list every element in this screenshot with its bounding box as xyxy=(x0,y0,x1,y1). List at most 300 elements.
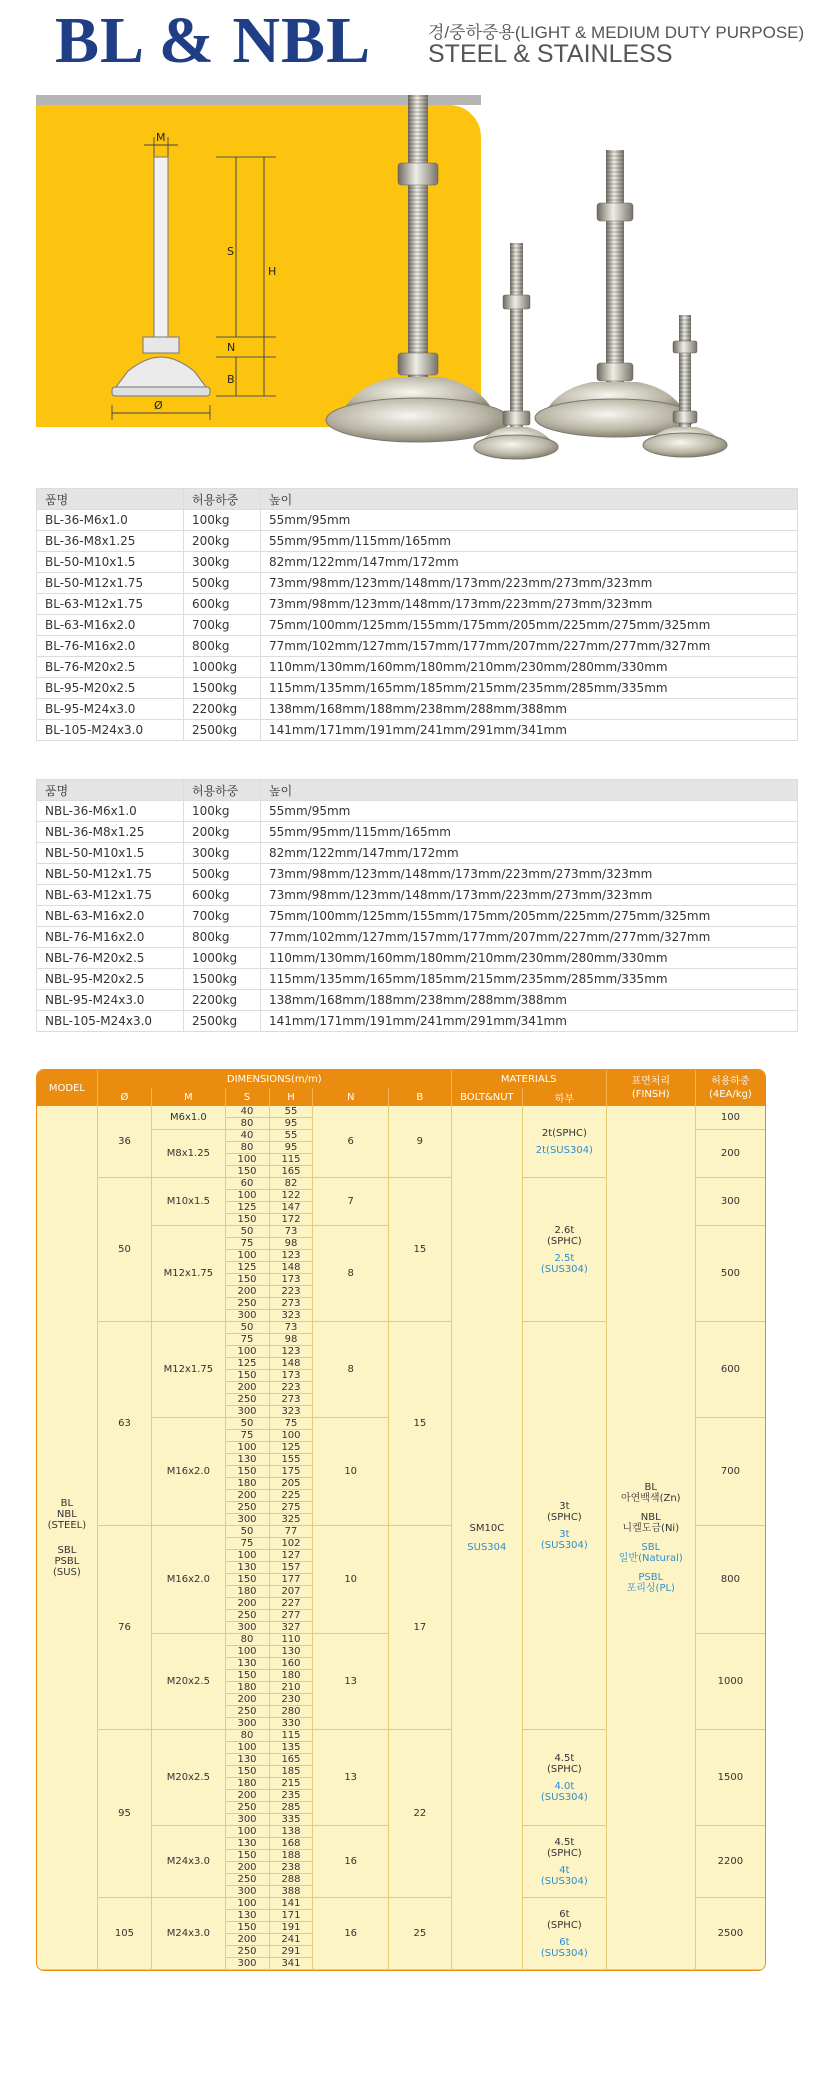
dimension-diagram xyxy=(112,137,276,420)
cell-s: 40 xyxy=(226,1106,270,1118)
n-cell: 16 xyxy=(313,1898,388,1970)
cell-h: 110 xyxy=(270,1634,314,1646)
cell-h: 55 xyxy=(270,1106,314,1118)
cell-h: 165 xyxy=(270,1754,314,1766)
col-header-model: MODEL xyxy=(37,1070,98,1106)
cell-product-name: BL-76-M16x2.0 xyxy=(37,636,184,657)
bl-spec-table xyxy=(36,488,798,741)
col-header-materials: MATERIALS xyxy=(452,1070,607,1088)
cell-s: 50 xyxy=(226,1226,270,1238)
cell-product-name: NBL-36-M6x1.0 xyxy=(37,801,184,822)
cell-product-name: NBL-50-M10x1.5 xyxy=(37,843,184,864)
base-material-cell xyxy=(523,1730,607,1826)
col-header-load: 허용하중 xyxy=(184,780,261,801)
cell-h: 330 xyxy=(270,1718,314,1730)
n-cell: 7 xyxy=(313,1178,388,1226)
cell-s: 100 xyxy=(226,1190,270,1202)
cell-product-name: NBL-105-M24x3.0 xyxy=(37,1011,184,1032)
cell-h: 277 xyxy=(270,1610,314,1622)
table-row xyxy=(37,699,798,720)
cell-s: 200 xyxy=(226,1934,270,1946)
load-cell: 700 xyxy=(696,1418,765,1526)
cell-h: 210 xyxy=(270,1682,314,1694)
cell-heights: 77mm/102mm/127mm/157mm/177mm/207mm/227mm/277mm/327mm xyxy=(261,636,798,657)
cell-heights: 73mm/98mm/123mm/148mm/173mm/223mm/273mm/323mm xyxy=(261,885,798,906)
col-header-name: 품명 xyxy=(37,780,184,801)
cell-h: 273 xyxy=(270,1298,314,1310)
cell-s: 100 xyxy=(226,1826,270,1838)
n-cell: 10 xyxy=(313,1526,388,1634)
cell-allowable-load: 300kg xyxy=(184,843,261,864)
cell-s: 50 xyxy=(226,1418,270,1430)
diameter-cell: 105 xyxy=(98,1898,152,1970)
cell-s: 75 xyxy=(226,1430,270,1442)
cell-s: 125 xyxy=(226,1358,270,1370)
b-cell: 9 xyxy=(389,1106,452,1178)
table-row xyxy=(37,573,798,594)
cell-product-name: BL-36-M6x1.0 xyxy=(37,510,184,531)
cell-product-name: BL-50-M10x1.5 xyxy=(37,552,184,573)
cell-heights: 141mm/171mm/191mm/241mm/291mm/341mm xyxy=(261,720,798,741)
cell-s: 300 xyxy=(226,1406,270,1418)
table-row xyxy=(37,948,798,969)
cell-s: 150 xyxy=(226,1574,270,1586)
table-row xyxy=(37,1011,798,1032)
load-cell: 500 xyxy=(696,1226,765,1322)
table-row xyxy=(37,657,798,678)
cell-s: 250 xyxy=(226,1802,270,1814)
cell-h: 215 xyxy=(270,1778,314,1790)
cell-h: 273 xyxy=(270,1394,314,1406)
cell-s: 300 xyxy=(226,1622,270,1634)
base-material-cell xyxy=(523,1898,607,1970)
cell-s: 150 xyxy=(226,1274,270,1286)
table-row xyxy=(37,969,798,990)
table-row xyxy=(37,801,798,822)
col-header-s: S xyxy=(226,1088,270,1106)
cell-allowable-load: 500kg xyxy=(184,864,261,885)
cell-s: 200 xyxy=(226,1286,270,1298)
cell-s: 80 xyxy=(226,1730,270,1742)
cell-h: 122 xyxy=(270,1190,314,1202)
load-cell: 2500 xyxy=(696,1898,765,1970)
table-row xyxy=(37,720,798,741)
cell-allowable-load: 200kg xyxy=(184,531,261,552)
n-cell: 13 xyxy=(313,1634,388,1730)
material-sus: 2.5t (SUS304) xyxy=(540,1252,588,1275)
cell-s: 130 xyxy=(226,1754,270,1766)
cell-s: 50 xyxy=(226,1322,270,1334)
cell-s: 75 xyxy=(226,1538,270,1550)
load-cell: 600 xyxy=(696,1322,765,1418)
cell-allowable-load: 1000kg xyxy=(184,948,261,969)
cell-s: 100 xyxy=(226,1442,270,1454)
cell-h: 130 xyxy=(270,1646,314,1658)
product-illustration xyxy=(36,95,801,465)
col-header-base: 하부 xyxy=(523,1088,607,1106)
cell-h: 115 xyxy=(270,1154,314,1166)
dim-label-s: S xyxy=(227,245,234,258)
cell-s: 150 xyxy=(226,1466,270,1478)
cell-h: 141 xyxy=(270,1898,314,1910)
cell-h: 238 xyxy=(270,1862,314,1874)
cell-s: 250 xyxy=(226,1610,270,1622)
table-row xyxy=(37,906,798,927)
cell-heights: 55mm/95mm xyxy=(261,510,798,531)
thread-cell: M20x2.5 xyxy=(152,1634,225,1730)
n-cell: 8 xyxy=(313,1322,388,1418)
cell-h: 280 xyxy=(270,1706,314,1718)
cell-s: 100 xyxy=(226,1154,270,1166)
n-cell: 8 xyxy=(313,1226,388,1322)
cell-allowable-load: 500kg xyxy=(184,573,261,594)
cell-heights: 73mm/98mm/123mm/148mm/173mm/223mm/273mm/323mm xyxy=(261,864,798,885)
cell-s: 130 xyxy=(226,1562,270,1574)
cell-s: 150 xyxy=(226,1670,270,1682)
n-cell: 13 xyxy=(313,1730,388,1826)
nbl-spec-table xyxy=(36,779,798,1032)
cell-heights: 73mm/98mm/123mm/148mm/173mm/223mm/273mm/323mm xyxy=(261,594,798,615)
col-header-load: 허용하중 (4EA/kg) xyxy=(696,1070,765,1106)
cell-s: 150 xyxy=(226,1214,270,1226)
cell-s: 40 xyxy=(226,1130,270,1142)
cell-allowable-load: 700kg xyxy=(184,615,261,636)
cell-heights: 55mm/95mm/115mm/165mm xyxy=(261,822,798,843)
cell-s: 100 xyxy=(226,1898,270,1910)
cell-product-name: BL-95-M24x3.0 xyxy=(37,699,184,720)
cell-allowable-load: 300kg xyxy=(184,552,261,573)
material-sus: 2t(SUS304) xyxy=(535,1144,593,1156)
material-steel: 4.5t (SPHC) xyxy=(547,1752,582,1775)
cell-s: 300 xyxy=(226,1514,270,1526)
material-steel: 2.6t (SPHC) xyxy=(547,1224,582,1247)
cell-h: 123 xyxy=(270,1346,314,1358)
cell-h: 223 xyxy=(270,1382,314,1394)
col-header-load: 허용하중 xyxy=(184,489,261,510)
table-row xyxy=(37,552,798,573)
table-row xyxy=(37,531,798,552)
cell-h: 180 xyxy=(270,1670,314,1682)
cell-heights: 141mm/171mm/191mm/241mm/291mm/341mm xyxy=(261,1011,798,1032)
base-material-cell xyxy=(523,1106,607,1178)
table-row xyxy=(37,822,798,843)
cell-s: 60 xyxy=(226,1178,270,1190)
table-header-row xyxy=(37,489,798,510)
cell-product-name: BL-63-M12x1.75 xyxy=(37,594,184,615)
cell-h: 323 xyxy=(270,1310,314,1322)
finish-nbl-label: NBL 니켈도금(Ni) xyxy=(622,1511,680,1534)
cell-product-name: BL-36-M8x1.25 xyxy=(37,531,184,552)
cell-h: 98 xyxy=(270,1334,314,1346)
cell-heights: 73mm/98mm/123mm/148mm/173mm/223mm/273mm/323mm xyxy=(261,573,798,594)
diameter-cell: 76 xyxy=(98,1526,152,1730)
cell-heights: 75mm/100mm/125mm/155mm/175mm/205mm/225mm/275mm/325mm xyxy=(261,615,798,636)
table-row xyxy=(37,843,798,864)
cell-h: 323 xyxy=(270,1406,314,1418)
cell-allowable-load: 2200kg xyxy=(184,699,261,720)
thread-cell: M24x3.0 xyxy=(152,1826,225,1898)
col-header-n: N xyxy=(313,1088,388,1106)
cell-s: 130 xyxy=(226,1910,270,1922)
cell-s: 200 xyxy=(226,1862,270,1874)
thread-cell: M12x1.75 xyxy=(152,1226,225,1322)
col-header-finish: 표면처리 (FINSH) xyxy=(607,1070,696,1106)
table-row xyxy=(37,864,798,885)
cell-s: 150 xyxy=(226,1766,270,1778)
cell-product-name: NBL-76-M16x2.0 xyxy=(37,927,184,948)
cell-h: 138 xyxy=(270,1826,314,1838)
cell-h: 241 xyxy=(270,1934,314,1946)
cell-s: 250 xyxy=(226,1874,270,1886)
subtitle-material: STEEL & STAINLESS xyxy=(428,40,673,68)
col-header-b: B xyxy=(389,1088,452,1106)
subtitle-purpose: 경/중하중용(LIGHT & MEDIUM DUTY PURPOSE) xyxy=(428,23,805,42)
cell-allowable-load: 600kg xyxy=(184,594,261,615)
cell-h: 100 xyxy=(270,1430,314,1442)
cell-h: 341 xyxy=(270,1958,314,1970)
cell-h: 125 xyxy=(270,1442,314,1454)
cell-h: 230 xyxy=(270,1694,314,1706)
thread-cell: M20x2.5 xyxy=(152,1730,225,1826)
cell-s: 200 xyxy=(226,1490,270,1502)
cell-s: 130 xyxy=(226,1838,270,1850)
cell-h: 207 xyxy=(270,1586,314,1598)
thread-cell: M12x1.75 xyxy=(152,1322,225,1418)
diameter-cell: 50 xyxy=(98,1178,152,1322)
cell-s: 300 xyxy=(226,1886,270,1898)
cell-h: 177 xyxy=(270,1574,314,1586)
cell-h: 291 xyxy=(270,1946,314,1958)
cell-s: 180 xyxy=(226,1778,270,1790)
page-title: BL & NBL xyxy=(55,4,372,77)
table-header-row xyxy=(37,1070,765,1088)
cell-h: 95 xyxy=(270,1118,314,1130)
cell-h: 75 xyxy=(270,1418,314,1430)
cell-s: 250 xyxy=(226,1298,270,1310)
cell-allowable-load: 600kg xyxy=(184,885,261,906)
dimensions-table xyxy=(36,1069,766,1971)
cell-h: 168 xyxy=(270,1838,314,1850)
load-cell: 300 xyxy=(696,1178,765,1226)
thread-cell: M6x1.0 xyxy=(152,1106,225,1130)
table-row xyxy=(37,1106,765,1118)
material-sus: 4t (SUS304) xyxy=(540,1864,588,1887)
cell-product-name: BL-105-M24x3.0 xyxy=(37,720,184,741)
cell-product-name: NBL-63-M12x1.75 xyxy=(37,885,184,906)
cell-product-name: NBL-50-M12x1.75 xyxy=(37,864,184,885)
cell-s: 200 xyxy=(226,1382,270,1394)
cell-s: 125 xyxy=(226,1262,270,1274)
bolt-sus-label: SUS304 xyxy=(467,1541,507,1553)
cell-product-name: NBL-63-M16x2.0 xyxy=(37,906,184,927)
material-steel: 3t (SPHC) xyxy=(547,1500,582,1523)
base-material-cell xyxy=(523,1322,607,1730)
cell-h: 205 xyxy=(270,1478,314,1490)
cell-h: 173 xyxy=(270,1274,314,1286)
cell-s: 100 xyxy=(226,1346,270,1358)
cell-h: 173 xyxy=(270,1370,314,1382)
col-header-height: 높이 xyxy=(261,780,798,801)
col-header-name: 품명 xyxy=(37,489,184,510)
cell-allowable-load: 2500kg xyxy=(184,1011,261,1032)
dim-label-h: H xyxy=(268,265,277,278)
table-row xyxy=(37,615,798,636)
material-sus: 3t (SUS304) xyxy=(540,1528,588,1551)
material-steel: 6t (SPHC) xyxy=(547,1908,582,1931)
load-cell: 1500 xyxy=(696,1730,765,1826)
cell-s: 130 xyxy=(226,1454,270,1466)
n-cell: 16 xyxy=(313,1826,388,1898)
cell-heights: 110mm/130mm/160mm/180mm/210mm/230mm/280mm/330mm xyxy=(261,948,798,969)
b-cell: 15 xyxy=(389,1322,452,1526)
cell-allowable-load: 700kg xyxy=(184,906,261,927)
cell-s: 180 xyxy=(226,1478,270,1490)
load-cell: 100 xyxy=(696,1106,765,1130)
cell-s: 200 xyxy=(226,1598,270,1610)
material-steel: 4.5t (SPHC) xyxy=(547,1836,582,1859)
cell-s: 130 xyxy=(226,1658,270,1670)
diameter-cell: 63 xyxy=(98,1322,152,1526)
leveling-foot-small-right xyxy=(643,315,727,457)
cell-s: 250 xyxy=(226,1706,270,1718)
cell-heights: 115mm/135mm/165mm/185mm/215mm/235mm/285mm/335mm xyxy=(261,969,798,990)
cell-allowable-load: 100kg xyxy=(184,801,261,822)
cell-h: 275 xyxy=(270,1502,314,1514)
finish-cell xyxy=(607,1106,696,1970)
table-row xyxy=(37,594,798,615)
cell-h: 115 xyxy=(270,1730,314,1742)
cell-h: 123 xyxy=(270,1250,314,1262)
cell-h: 175 xyxy=(270,1466,314,1478)
load-cell: 200 xyxy=(696,1130,765,1178)
cell-allowable-load: 2200kg xyxy=(184,990,261,1011)
cell-s: 80 xyxy=(226,1142,270,1154)
cell-allowable-load: 200kg xyxy=(184,822,261,843)
cell-heights: 115mm/135mm/165mm/185mm/215mm/235mm/285mm/335mm xyxy=(261,678,798,699)
thread-cell: M16x2.0 xyxy=(152,1418,225,1526)
dim-label-m: M xyxy=(156,131,166,144)
diameter-cell: 95 xyxy=(98,1730,152,1898)
col-header-diameter: Ø xyxy=(98,1088,152,1106)
cell-s: 180 xyxy=(226,1682,270,1694)
table-row xyxy=(37,927,798,948)
cell-s: 250 xyxy=(226,1394,270,1406)
cell-s: 200 xyxy=(226,1790,270,1802)
cell-h: 185 xyxy=(270,1766,314,1778)
cell-h: 165 xyxy=(270,1166,314,1178)
cell-h: 235 xyxy=(270,1790,314,1802)
cell-allowable-load: 100kg xyxy=(184,510,261,531)
cell-s: 75 xyxy=(226,1334,270,1346)
cell-h: 127 xyxy=(270,1550,314,1562)
cell-allowable-load: 1500kg xyxy=(184,969,261,990)
cell-allowable-load: 1000kg xyxy=(184,657,261,678)
product-hero xyxy=(36,95,801,465)
cell-h: 172 xyxy=(270,1214,314,1226)
diameter-cell: 36 xyxy=(98,1106,152,1178)
cell-product-name: NBL-95-M24x3.0 xyxy=(37,990,184,1011)
cell-h: 160 xyxy=(270,1658,314,1670)
cell-s: 180 xyxy=(226,1586,270,1598)
cell-h: 191 xyxy=(270,1922,314,1934)
cell-h: 155 xyxy=(270,1454,314,1466)
leveling-foot-medium-right xyxy=(535,150,695,437)
cell-h: 325 xyxy=(270,1514,314,1526)
cell-h: 225 xyxy=(270,1490,314,1502)
table-row xyxy=(37,990,798,1011)
cell-h: 288 xyxy=(270,1874,314,1886)
thread-cell: M16x2.0 xyxy=(152,1526,225,1634)
leveling-foot-large xyxy=(326,95,510,442)
cell-s: 100 xyxy=(226,1250,270,1262)
cell-s: 50 xyxy=(226,1526,270,1538)
material-sus: 4.0t (SUS304) xyxy=(540,1780,588,1803)
thread-cell: M24x3.0 xyxy=(152,1898,225,1970)
cell-product-name: NBL-76-M20x2.5 xyxy=(37,948,184,969)
cell-h: 285 xyxy=(270,1802,314,1814)
cell-heights: 82mm/122mm/147mm/172mm xyxy=(261,552,798,573)
load-cell: 2200 xyxy=(696,1826,765,1898)
cell-heights: 82mm/122mm/147mm/172mm xyxy=(261,843,798,864)
cell-s: 250 xyxy=(226,1946,270,1958)
model-sus-label: SBL PSBL (SUS) xyxy=(52,1544,81,1578)
cell-allowable-load: 1500kg xyxy=(184,678,261,699)
finish-sbl-label: SBL 일반(Natural) xyxy=(618,1541,683,1564)
cell-s: 80 xyxy=(226,1118,270,1130)
material-sus: 6t (SUS304) xyxy=(540,1936,588,1959)
cell-h: 55 xyxy=(270,1130,314,1142)
cell-h: 135 xyxy=(270,1742,314,1754)
cell-h: 171 xyxy=(270,1910,314,1922)
table-header-row xyxy=(37,780,798,801)
bolt-steel-label: SM10C xyxy=(469,1522,505,1534)
thread-cell: M8x1.25 xyxy=(152,1130,225,1178)
cell-s: 250 xyxy=(226,1502,270,1514)
n-cell: 10 xyxy=(313,1418,388,1526)
bolt-nut-cell xyxy=(452,1106,523,1970)
cell-heights: 55mm/95mm/115mm/165mm xyxy=(261,531,798,552)
cell-h: 73 xyxy=(270,1226,314,1238)
cell-h: 223 xyxy=(270,1286,314,1298)
material-steel: 2t(SPHC) xyxy=(541,1127,587,1139)
cell-h: 388 xyxy=(270,1886,314,1898)
cell-h: 95 xyxy=(270,1142,314,1154)
model-steel-label: BL NBL (STEEL) xyxy=(47,1497,87,1531)
cell-h: 227 xyxy=(270,1598,314,1610)
load-cell: 800 xyxy=(696,1526,765,1634)
cell-s: 150 xyxy=(226,1166,270,1178)
cell-heights: 138mm/168mm/188mm/238mm/288mm/388mm xyxy=(261,990,798,1011)
cell-allowable-load: 800kg xyxy=(184,636,261,657)
dim-label-b: B xyxy=(227,373,235,386)
b-cell: 25 xyxy=(389,1898,452,1970)
dim-label-diameter: Ø xyxy=(154,399,163,412)
cell-h: 148 xyxy=(270,1358,314,1370)
cell-allowable-load: 2500kg xyxy=(184,720,261,741)
base-material-cell xyxy=(523,1178,607,1322)
cell-s: 100 xyxy=(226,1742,270,1754)
cell-h: 98 xyxy=(270,1238,314,1250)
load-cell: 1000 xyxy=(696,1634,765,1730)
cell-h: 102 xyxy=(270,1538,314,1550)
model-cell xyxy=(37,1106,98,1970)
cell-s: 100 xyxy=(226,1550,270,1562)
cell-h: 327 xyxy=(270,1622,314,1634)
cell-s: 150 xyxy=(226,1850,270,1862)
col-header-bolt-nut: BOLT&NUT xyxy=(452,1088,523,1106)
b-cell: 15 xyxy=(389,1178,452,1322)
finish-bl-label: BL 아연백색(Zn) xyxy=(620,1481,681,1504)
